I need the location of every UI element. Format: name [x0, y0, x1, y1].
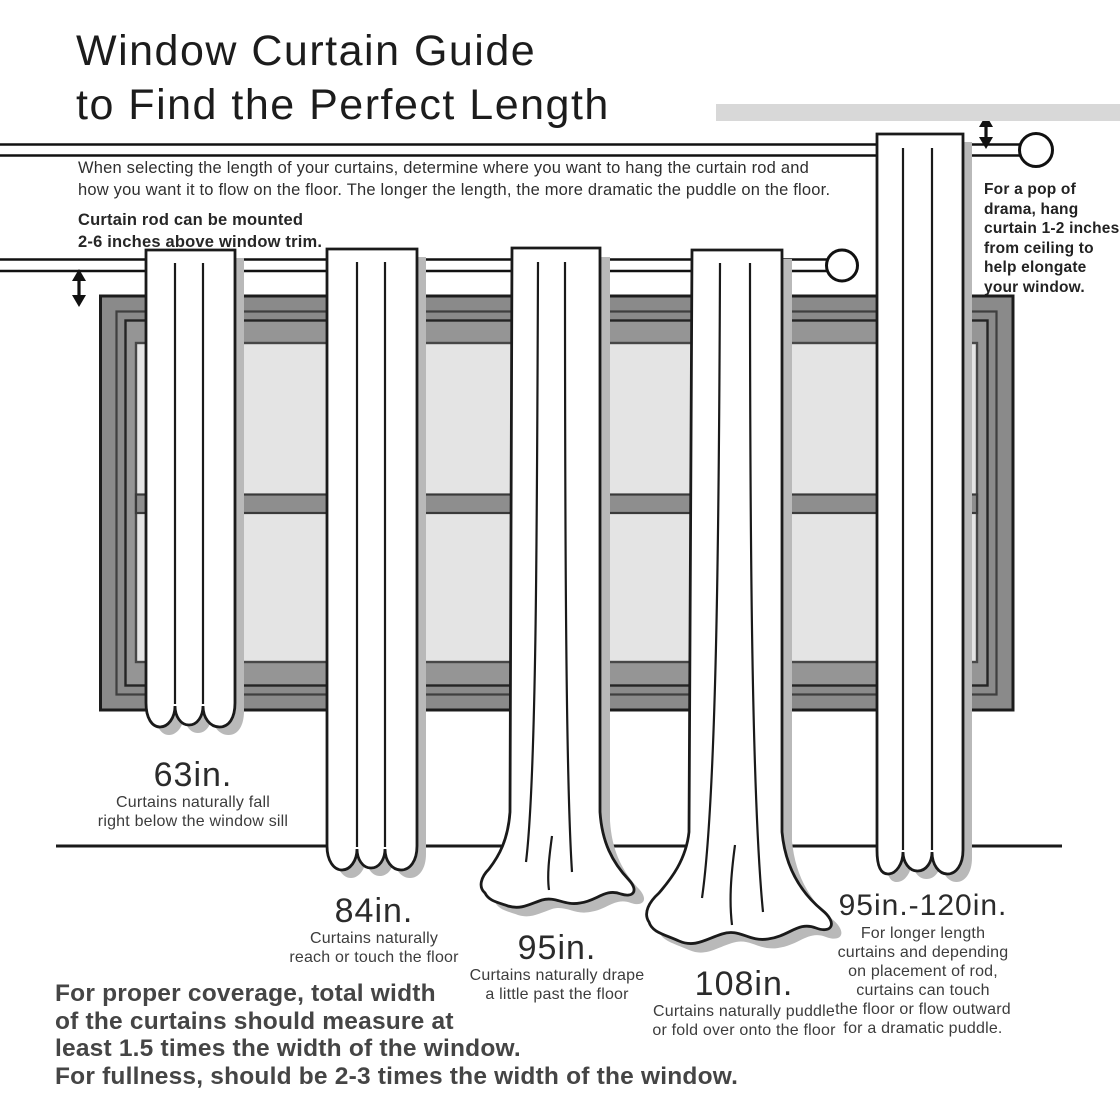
intro-line: When selecting the length of your curtains, determine where you want to hang the curtain rod and [78, 159, 809, 177]
length-value: 84in. [334, 892, 414, 930]
rod-mounting-note [78, 210, 322, 253]
curtain-84in [327, 249, 426, 878]
page-title [76, 24, 610, 132]
curtain-63in [146, 250, 244, 735]
coverage-note: For proper coverage, total width of the curtains should measure at least 1.5 times the width of the window. For fullness, should be 2-3 times the width of the window. [55, 980, 739, 1090]
length-value: 63in. [153, 756, 233, 794]
rod-finial [827, 250, 858, 281]
intro-text [78, 158, 830, 201]
length-value: 95in. [517, 929, 597, 967]
rod-note-line: Curtain rod can be mounted [78, 211, 304, 229]
label-95in: 95in. Curtains naturally drape a little past the floor [447, 930, 667, 1004]
curtain-95-120in [877, 134, 972, 882]
length-value: 108in. [694, 965, 794, 1003]
rod-note-line: 2-6 inches above window trim. [78, 232, 323, 251]
label-63in: 63in. Curtains naturally fall right below the window sill [83, 757, 303, 831]
label-108in: 108in. Curtains naturally puddle or fold over onto the floor [624, 966, 864, 1040]
label-84in: 84in. Curtains naturally reach or touch the floor [264, 893, 484, 967]
label-95-120in: 95in.-120in. For longer length curtains and depending on placement of rod, curtains can touch the floor or flow outward for a dramatic puddle. [813, 888, 1033, 1038]
intro-line: how you want it to flow on the floor. The longer the length, the more dramatic the puddle on the floor. [78, 180, 831, 199]
rod-height-arrow-icon [72, 269, 86, 307]
title-line: Window Curtain Guide [76, 27, 537, 75]
rod-finial [1020, 134, 1053, 167]
length-value: 95in.-120in. [838, 889, 1008, 922]
title-line: to Find the Perfect Length [76, 81, 610, 129]
accent-bar [716, 104, 1120, 121]
ceiling-hang-note: For a pop of drama, hang curtain 1-2 inches from ceiling to help elongate your window. [984, 181, 1120, 296]
